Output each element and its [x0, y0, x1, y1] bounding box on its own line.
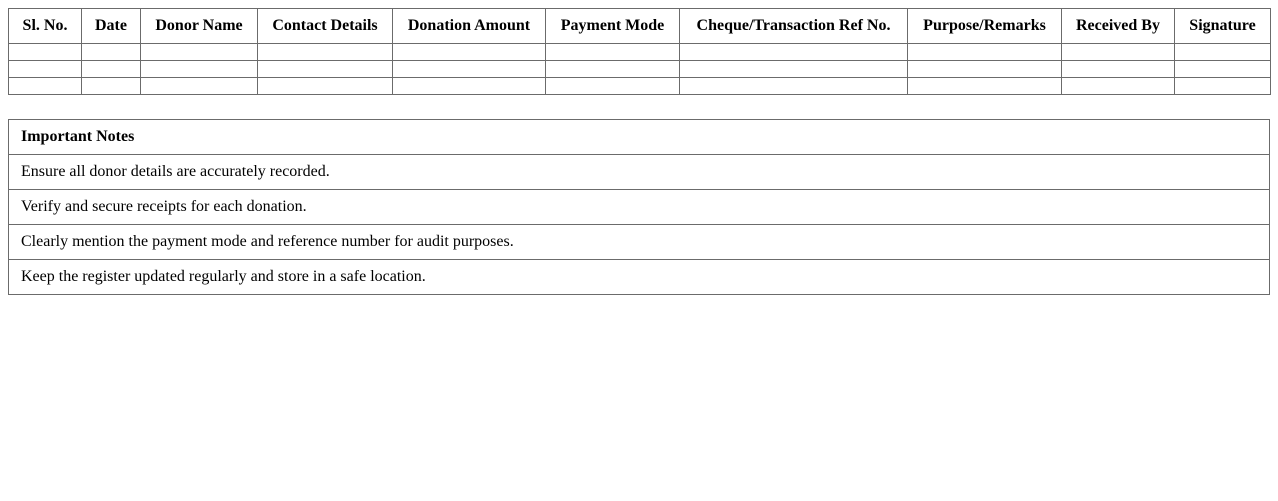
table-cell[interactable] [1175, 44, 1271, 61]
column-header-donation-amount: Donation Amount [393, 9, 546, 44]
table-cell[interactable] [546, 78, 680, 95]
table-cell[interactable] [258, 78, 393, 95]
table-row [9, 78, 1271, 95]
note-row [9, 155, 1270, 190]
column-header-donor-name: Donor Name [141, 9, 258, 44]
table-cell[interactable] [680, 61, 908, 78]
table-cell[interactable] [258, 44, 393, 61]
table-cell[interactable] [393, 78, 546, 95]
table-cell[interactable] [9, 78, 82, 95]
table-cell[interactable] [82, 61, 141, 78]
column-header-sl-no: Sl. No. [9, 9, 82, 44]
column-header-payment-mode: Payment Mode [546, 9, 680, 44]
note-row [9, 225, 1270, 260]
table-cell[interactable] [908, 44, 1062, 61]
note-item: Clearly mention the payment mode and reference number for audit purposes. [9, 225, 1270, 260]
table-cell[interactable] [1175, 61, 1271, 78]
column-header-reference-no: Cheque/Transaction Ref No. [680, 9, 908, 44]
table-cell[interactable] [393, 44, 546, 61]
column-header-received-by: Received By [1062, 9, 1175, 44]
table-cell[interactable] [141, 44, 258, 61]
table-cell[interactable] [546, 61, 680, 78]
table-cell[interactable] [546, 44, 680, 61]
table-cell[interactable] [908, 78, 1062, 95]
column-header-signature: Signature [1175, 9, 1271, 44]
page [8, 8, 1270, 295]
donation-register-table [8, 8, 1271, 95]
table-cell[interactable] [9, 61, 82, 78]
column-header-date: Date [82, 9, 141, 44]
table-cell[interactable] [680, 78, 908, 95]
note-item: Keep the register updated regularly and store in a safe location. [9, 260, 1270, 295]
register-header-row [9, 9, 1271, 44]
table-cell[interactable] [393, 61, 546, 78]
note-row [9, 190, 1270, 225]
table-cell[interactable] [141, 61, 258, 78]
table-cell[interactable] [1062, 44, 1175, 61]
column-header-purpose-remarks: Purpose/Remarks [908, 9, 1062, 44]
table-cell[interactable] [9, 44, 82, 61]
table-cell[interactable] [908, 61, 1062, 78]
notes-heading: Important Notes [9, 120, 1270, 155]
table-cell[interactable] [1062, 61, 1175, 78]
important-notes-table [8, 119, 1270, 295]
table-cell[interactable] [680, 44, 908, 61]
note-item: Verify and secure receipts for each donation. [9, 190, 1270, 225]
table-row [9, 44, 1271, 61]
table-cell[interactable] [258, 61, 393, 78]
notes-header-row [9, 120, 1270, 155]
note-row [9, 260, 1270, 295]
table-cell[interactable] [141, 78, 258, 95]
table-row [9, 61, 1271, 78]
table-cell[interactable] [82, 78, 141, 95]
table-cell[interactable] [1175, 78, 1271, 95]
table-cell[interactable] [82, 44, 141, 61]
column-header-contact-details: Contact Details [258, 9, 393, 44]
note-item: Ensure all donor details are accurately recorded. [9, 155, 1270, 190]
table-cell[interactable] [1062, 78, 1175, 95]
